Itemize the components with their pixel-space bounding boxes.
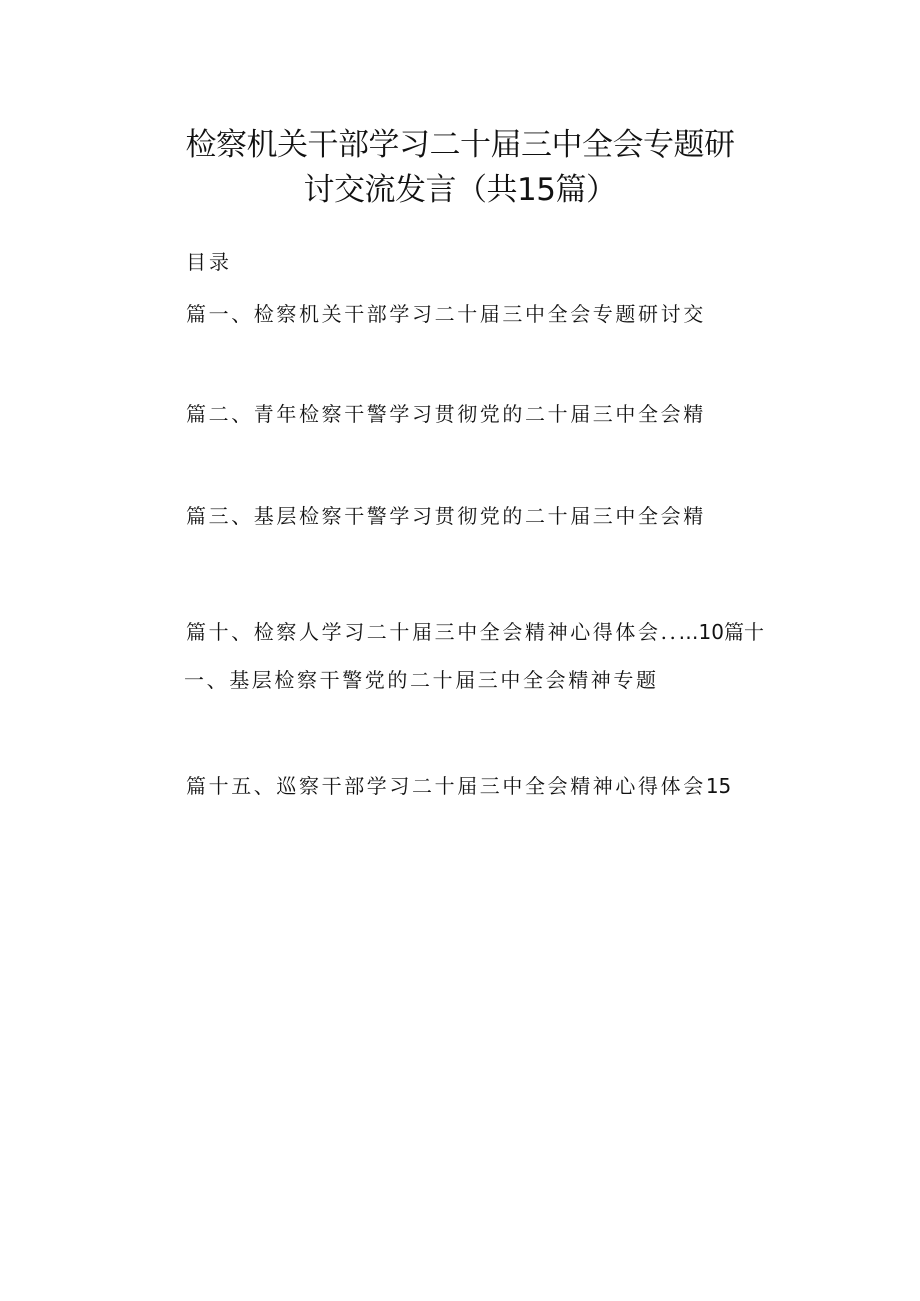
toc-entry-text: 篇十五、巡察干部学习二十届三中全会精神心得体会 bbox=[186, 774, 706, 798]
toc-entry-text: 篇三、基层检察干警学习贯彻党的二十届三中全会精 bbox=[186, 504, 706, 528]
toc-entry-text: 篇一、检察机关干部学习二十届三中全会专题研讨交 bbox=[186, 302, 706, 326]
toc-entry-page-number: …10篇十 bbox=[678, 620, 764, 644]
toc-entry-text: 篇十、检察人学习二十届三中全会精神心得体会.. bbox=[186, 620, 679, 644]
toc-entry-10[interactable] bbox=[186, 622, 764, 642]
document-title-line-1: 检察机关干部学习二十届三中全会专题研 bbox=[185, 127, 735, 163]
document-title-line-2: 讨交流发言（共15篇） bbox=[303, 172, 617, 208]
toc-entry-page-number: 15 bbox=[705, 774, 732, 798]
toc-entry-1[interactable] bbox=[186, 304, 706, 324]
toc-entry-11[interactable] bbox=[184, 670, 659, 690]
toc-entry-2[interactable] bbox=[186, 404, 706, 424]
toc-entry-15[interactable] bbox=[186, 776, 731, 796]
toc-entry-text: 一、基层检察干警党的二十届三中全会精神专题 bbox=[184, 668, 659, 692]
toc-entry-3[interactable] bbox=[186, 506, 706, 526]
toc-entry-text: 篇二、青年检察干警学习贯彻党的二十届三中全会精 bbox=[186, 402, 706, 426]
toc-heading: 目录 bbox=[186, 250, 232, 274]
